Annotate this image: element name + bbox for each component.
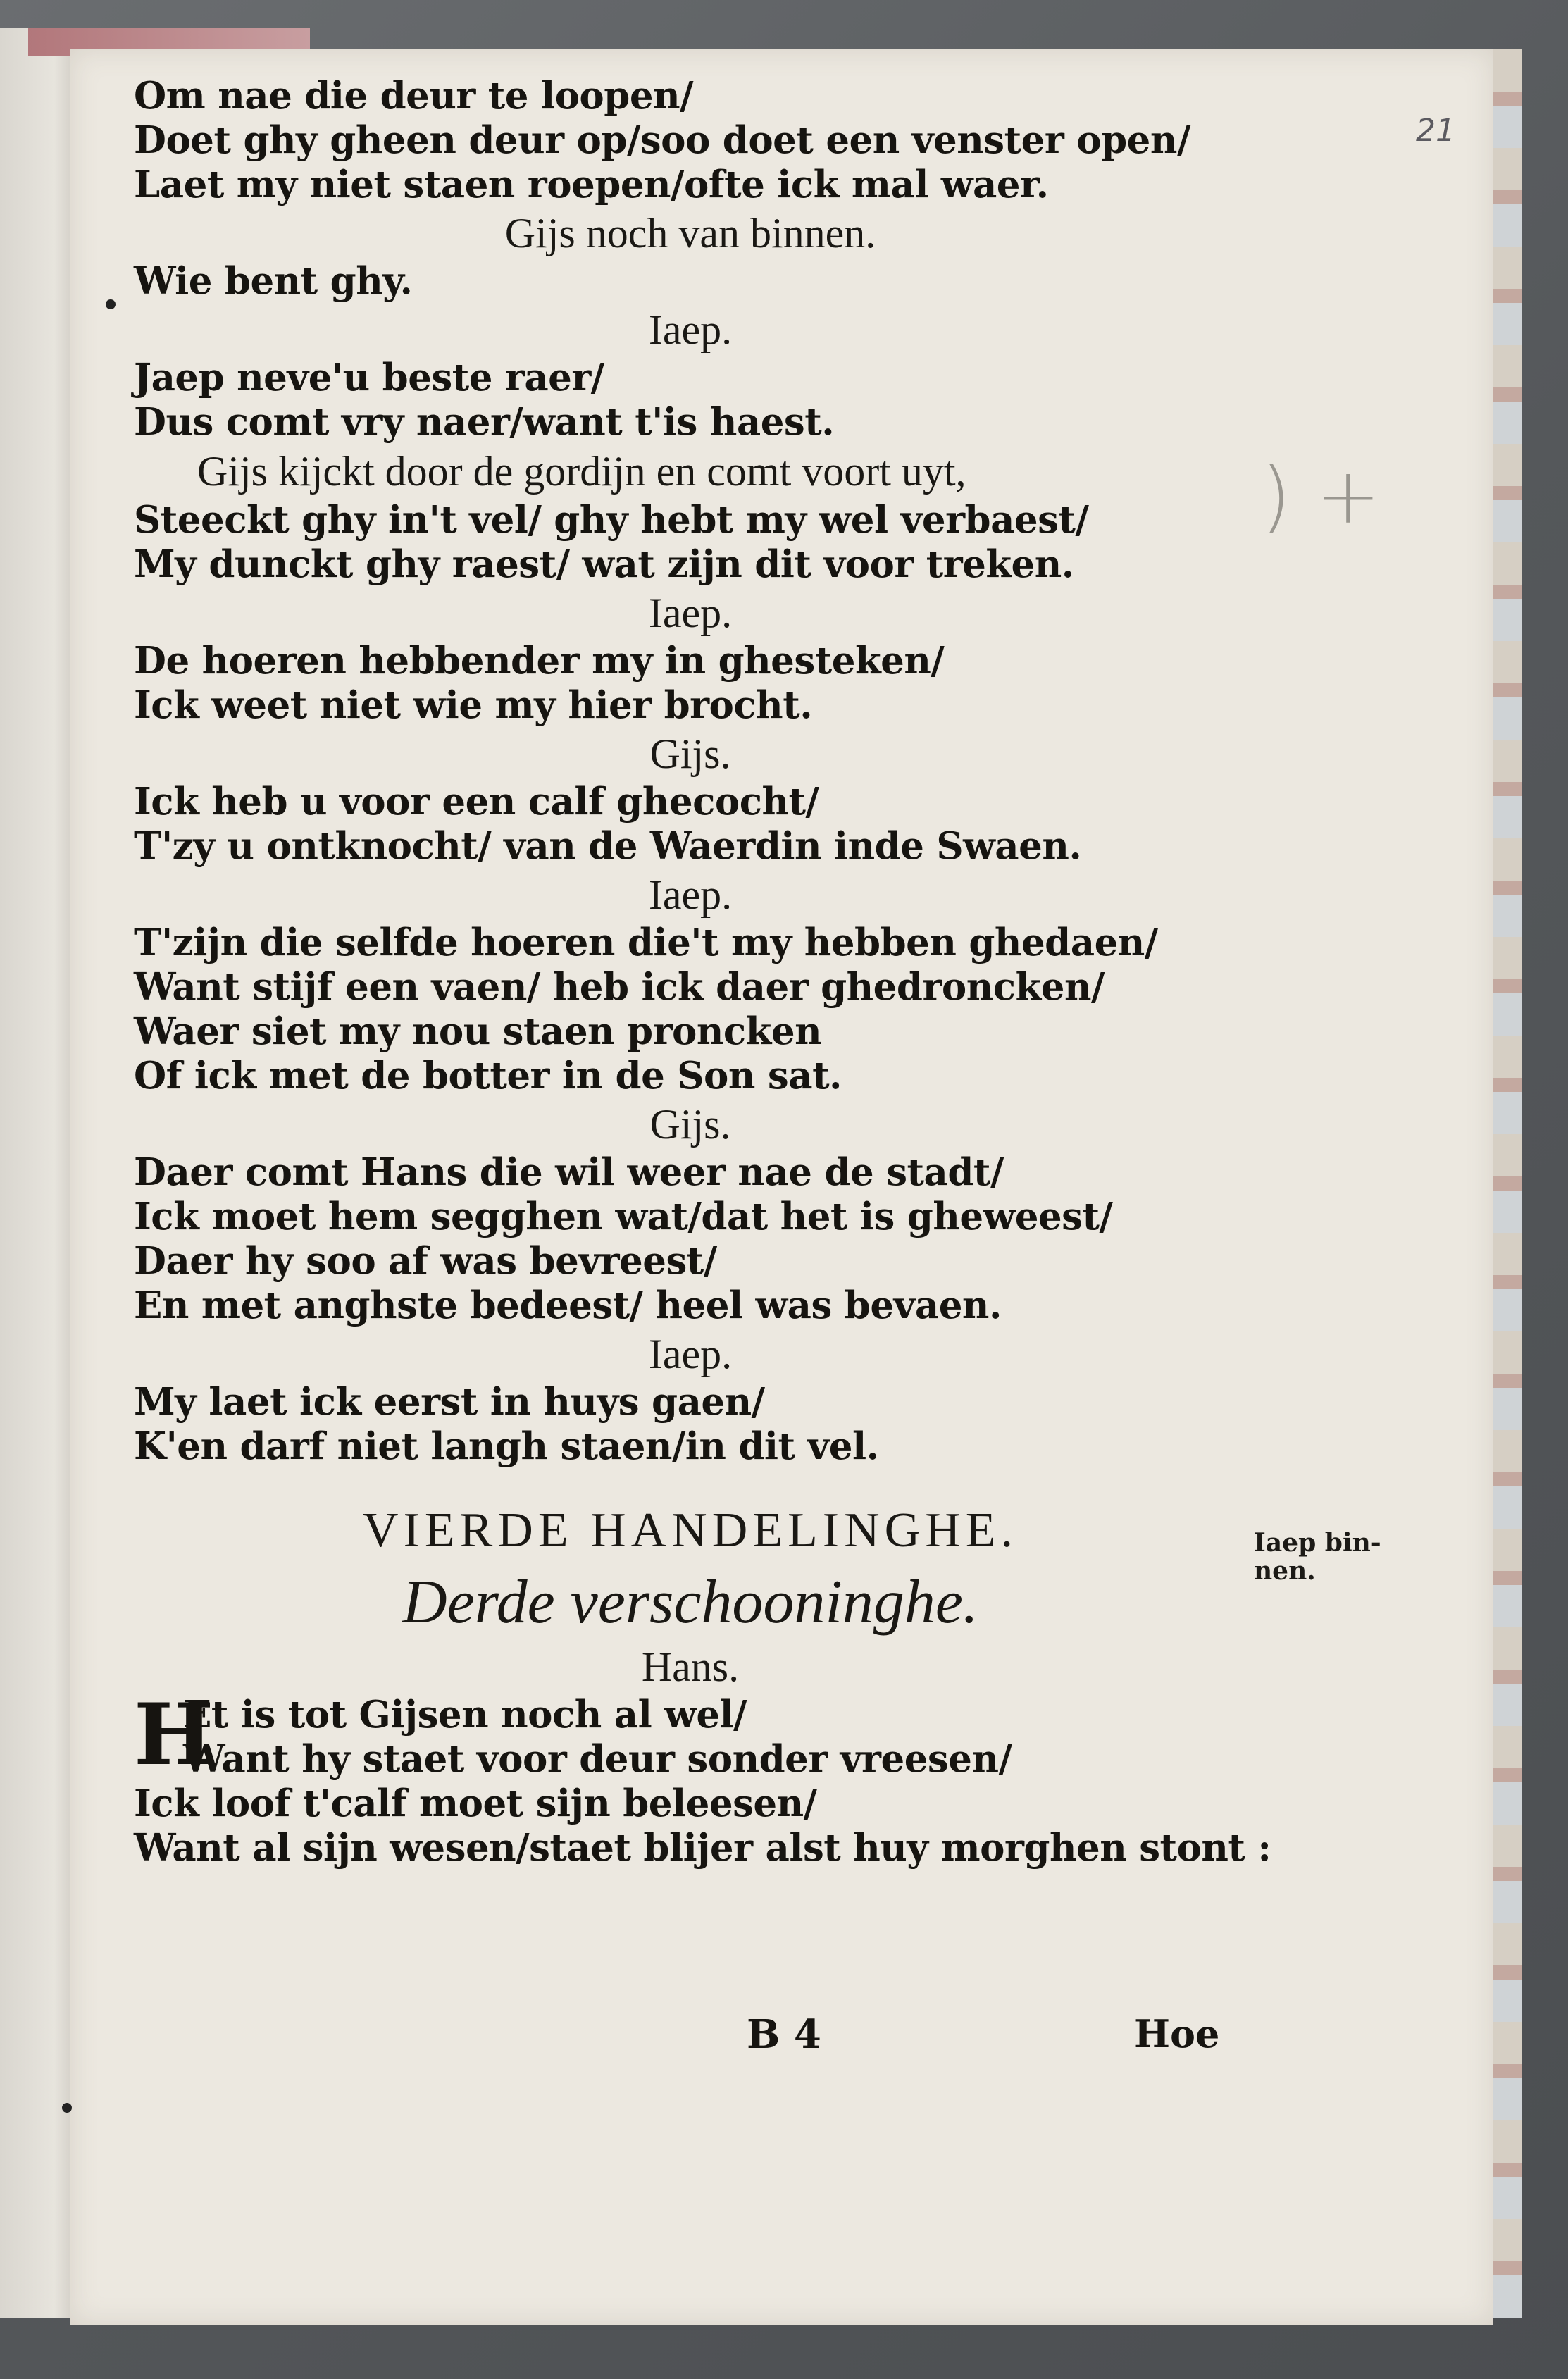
pencil-annotation: ) + [1261, 451, 1381, 541]
facing-page-edge [0, 28, 79, 2318]
verse-line: Et is tot Gijsen noch al wel/ [183, 1693, 747, 1737]
catchword: Hoe [1134, 2011, 1220, 2056]
verse-line: Daer hy soo af was bevreest/ [134, 1239, 717, 1283]
verse-line: Steeckt ghy in't vel/ ghy hebt my wel verbaest/ [134, 498, 1089, 542]
margin-dot [62, 2103, 72, 2113]
act-line: VIERDE HANDELINGHE. [362, 1503, 1019, 1558]
verse-line: Om nae die deur te loopen/ [134, 74, 693, 118]
speaker-line: Hans. [641, 1644, 740, 1690]
speaker-line: Gijs. [649, 1101, 731, 1148]
main-text [134, 74, 1271, 1870]
speaker-line: Gijs noch van binnen. [504, 210, 876, 256]
verse-line: Jaep neve'u beste raer/ [134, 356, 604, 399]
speaker-line: Iaep. [648, 590, 733, 636]
verse-line: Daer comt Hans die wil weer nae de stadt/ [134, 1150, 1004, 1194]
verse-line: Dus comt vry naer/want t'is haest. [134, 400, 835, 444]
verse-line: Ick moet hem segghen wat/dat het is gheweest/ [134, 1195, 1113, 1238]
verse-line: My dunckt ghy raest/ wat zijn dit voor treken. [134, 542, 1074, 586]
margin-note-line: nen. [1254, 1556, 1316, 1586]
verse-line: Want hy staet voor deur sonder vreesen/ [183, 1737, 1012, 1781]
verse-line: Of ick met de botter in de Son sat. [134, 1054, 842, 1098]
direction-line: Gijs kijckt door de gordijn en comt voort uyt, [197, 448, 966, 495]
margin-dot [106, 299, 116, 309]
verse-line: T'zijn die selfde hoeren die't my hebben ghedaen/ [134, 921, 1158, 964]
margin-note-line: Iaep bin- [1254, 1528, 1381, 1558]
scene-line: Derde verschooninghe. [402, 1568, 978, 1636]
verse-line: My laet ick eerst in huys gaen/ [134, 1380, 765, 1424]
verse-line: Ick weet niet wie my hier brocht. [134, 683, 813, 727]
verse-line: Ick heb u voor een calf ghecocht/ [134, 780, 819, 824]
folio-number: 21 [1416, 113, 1455, 149]
verse-line: Doet ghy gheen deur op/soo doet een venster open/ [134, 118, 1190, 162]
speaker-line: Iaep. [648, 1331, 733, 1377]
speaker-line: Gijs. [649, 731, 731, 777]
drop-capital: H [134, 1685, 214, 1784]
speaker-line: Iaep. [648, 306, 733, 353]
verse-line: En met anghste bedeest/ heel was bevaen. [134, 1284, 1002, 1327]
verse-line: Laet my niet staen roepen/ofte ick mal waer. [134, 163, 1049, 206]
verse-line: Wie bent ghy. [134, 259, 413, 303]
signature-mark: B 4 [747, 2011, 821, 2058]
verse-line: Want al sijn wesen/staet blijer alst huy morghen stont : [134, 1826, 1271, 1870]
speaker-line: Iaep. [648, 871, 733, 918]
margin-stage-direction [1254, 1529, 1409, 1585]
dropcap-stanza [134, 1685, 1271, 1870]
verse-line: Want stijf een vaen/ heb ick daer ghedroncken/ [134, 965, 1105, 1009]
verse-line: Ick loof t'calf moet sijn beleesen/ [134, 1782, 817, 1825]
verse-line: De hoeren hebbender my in ghesteken/ [134, 639, 945, 683]
verse-line: Waer siet my nou staen proncken [134, 1010, 822, 1053]
verse-line: K'en darf niet langh staen/in dit vel. [134, 1424, 879, 1468]
verse-line: T'zy u ontknocht/ van de Waerdin inde Swaen. [134, 824, 1082, 868]
